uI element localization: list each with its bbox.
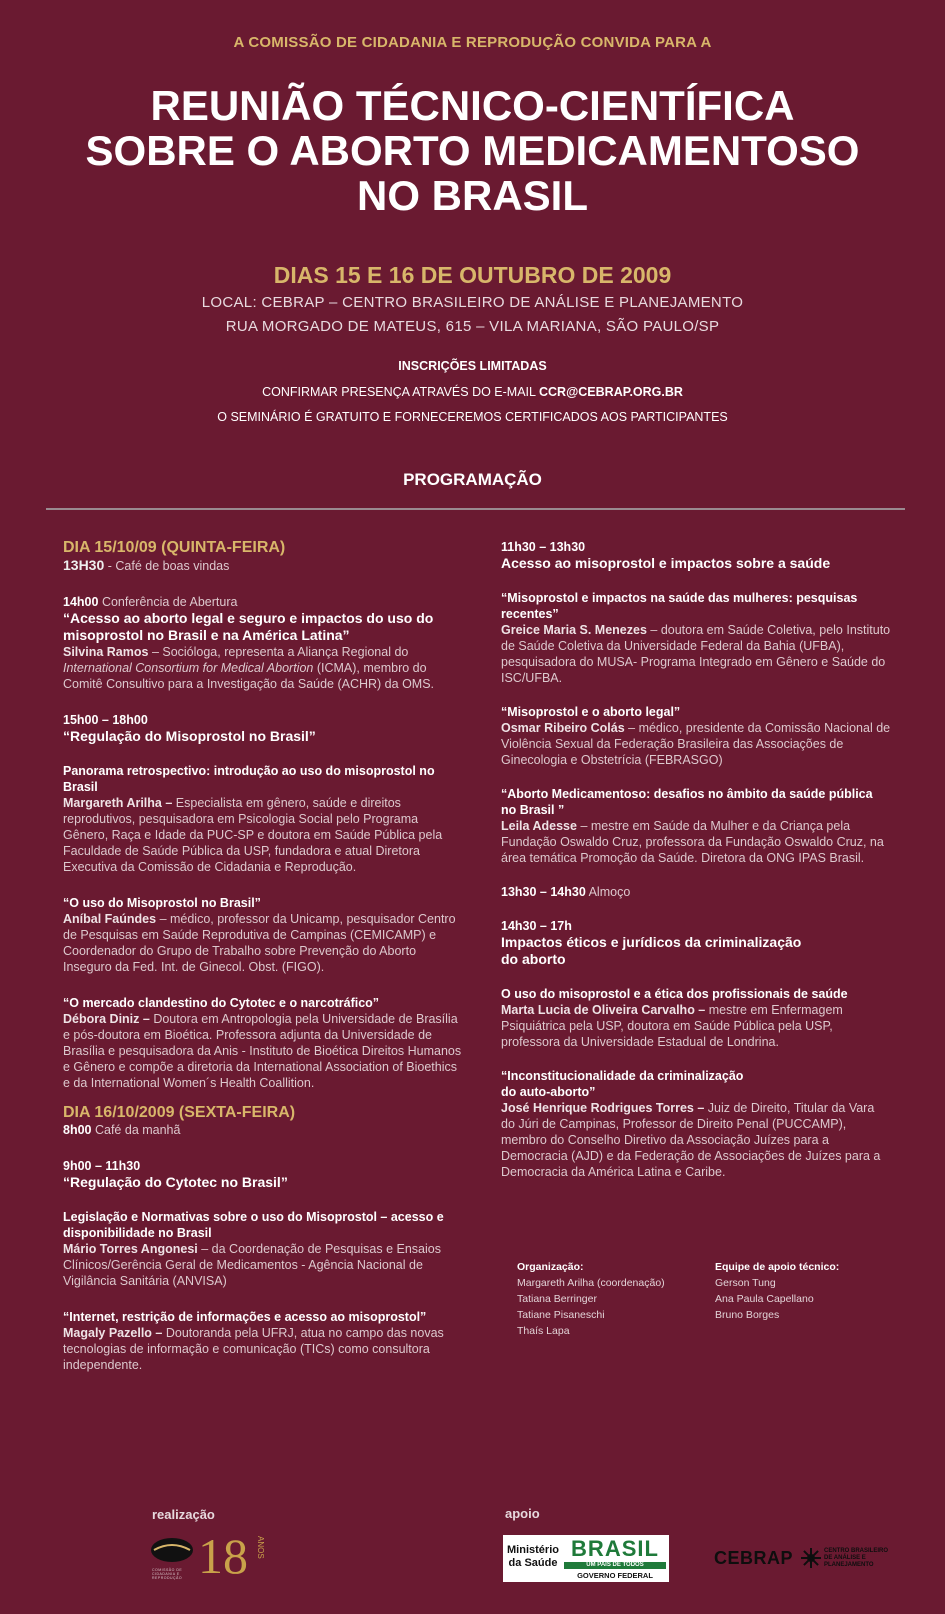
speaker-bio: mestre em Enfermagem Psiquiátrica pela USP, doutora em Saúde Pública pela USP, professora da Universidade Estadual de Londrina. [501,1003,843,1049]
speaker-bio: Doutoranda pela UFRJ, atua no campo das novas tecnologias de informação e comunicação (TICs) como consultora independente. [63,1326,444,1372]
brasil-slogan: UM PAÍS DE TODOS [564,1562,666,1569]
talk-title-line-1: “Inconstitucionalidade da criminalização [501,1069,744,1083]
speaker-bio: – da Coordenação de Pesquisas e Ensaios Clínicos/Gerência Geral de Medicamentos - Agência Nacional de Vigilância Sanitária (ANVISA) [63,1242,441,1288]
program-left-column [63,538,463,1387]
speaker-bio: – Socióloga, representa a Aliança Regional do [151,645,409,659]
org-member: Tatiana Berringer [517,1293,597,1305]
cebrap-logo [714,1546,894,1576]
speaker-name: Magaly Pazello – [63,1326,163,1340]
talk-title: O uso do misoprostol e a ética dos profissionais de saúde [501,987,848,1001]
free-seminar-notice: O SEMINÁRIO É GRATUITO E FORNECEREMOS CERTIFICADOS AOS PARTICIPANTES [217,410,728,424]
cebrap-wordmark: CEBRAP [714,1548,794,1568]
apoio-label: apoio [505,1506,540,1521]
talk-title: “Aborto Medicamentoso: desafios no âmbito da saúde pública no Brasil ” [501,787,873,817]
cebrap-sub-line: CENTRO BRASILEIRO [824,1548,889,1554]
speaker-name: Aníbal Faúndes [63,912,157,926]
session-heading [63,712,463,745]
activity: - Café de boas vindas [107,559,230,573]
talk [63,763,463,875]
event-title [0,83,945,218]
talk-title: Panorama retrospectivo: introdução ao uso do misoprostol no Brasil [63,764,435,794]
org-member: Margareth Arilha (coordenação) [517,1277,665,1289]
ccr-org-line: COMISSÃO DE [152,1568,183,1572]
support-label: Equipe de apoio técnico: [715,1261,840,1273]
talk-title: “Internet, restrição de informações e acesso ao misoprostol” [63,1310,427,1324]
speaker-name: Débora Diniz – [63,1012,150,1026]
talk-title: “Misoprostol e impactos na saúde das mulheres: pesquisas recentes” [501,591,858,621]
ccr-anniversary-number: 18 [198,1528,248,1584]
talk [63,1309,463,1373]
welcome-coffee [63,557,463,574]
technical-support-credits [715,1259,885,1323]
venue-line-2: RUA MORGADO DE MATEUS, 615 – VILA MARIANA, SÃO PAULO/SP [225,318,720,335]
speaker-bio: Juiz de Direito, Titular da Vara do Júri de Campinas, Professor de Direito Penal (PUCCAMP), membro do Conselho Diretivo da Associação Juízes para a Democracia (AJD) e da Federação de Associações de Juízes para a Democracia da América Latina e Caribe. [501,1101,881,1179]
brasil-wordmark: BRASIL [571,1536,659,1561]
venue-line-1: LOCAL: CEBRAP – CENTRO BRASILEIRO DE ANÁLISE E PLANEJAMENTO [201,294,744,311]
talk-title: Legislação e Normativas sobre o uso do Misoprostol – acesso e disponibilidade no Brasil [63,1210,444,1240]
speaker-name: Margareth Arilha – [63,796,173,810]
session-title: Acesso ao misoprostol e impactos sobre a saúde [501,555,831,571]
lunch [501,884,891,900]
speaker-name: Greice Maria S. Menezes [501,623,647,637]
event-dates: DIAS 15 E 16 DE OUTUBRO DE 2009 [273,262,672,288]
session-title-line-2: do aborto [501,951,566,967]
opening-conference [63,594,463,692]
talk [63,895,463,975]
cebrap-star-icon [801,1548,821,1568]
day-1-heading: DIA 15/10/09 (QUINTA-FEIRA) [63,539,286,556]
label: Conferência de Abertura [101,595,238,609]
title-line-1: REUNIÃO TÉCNICO-CIENTÍFICA [150,82,795,129]
speaker-bio: Especialista em gênero, saúde e direitos reprodutivos, pesquisadora em Psicologia Social pelo Programa Gênero, Raça e Idade da PUC-SP e doutora em Saúde Pública pela Faculdade de Saúde Pública da USP, fundadora e atual Diretora Executiva da Comissão de Cidadania e Reprodução. [63,796,443,874]
speaker-name: Osmar Ribeiro Colás [501,721,625,735]
time: 13H30 [63,557,105,573]
speaker-name: Silvina Ramos [63,645,149,659]
activity: Café da manhã [94,1123,181,1137]
time: 14h30 – 17h [501,919,572,933]
divider [46,508,905,510]
support-member: Bruno Borges [715,1309,780,1321]
talk [501,786,891,866]
confirm-attendance [0,385,945,399]
time: 13h30 – 14h30 [501,885,586,899]
time: 15h00 – 18h00 [63,713,148,727]
talk [501,986,891,1050]
speaker-name: Marta Lucia de Oliveira Carvalho – [501,1003,706,1017]
time: 8h00 [63,1123,92,1137]
speaker-bio: – mestre em Saúde da Mulher e da Criança pela Fundação Oswaldo Cruz, professora da Fundação Oswaldo Cruz, na área temática Promoção da Saúde. Diretora da ONG IPAS Brasil. [501,819,884,865]
time: 14h00 [63,595,99,609]
cebrap-sub-line: DE ANÁLISE E [824,1555,866,1561]
org-member: Thaís Lapa [517,1325,570,1337]
talk [63,995,463,1091]
talk-title: “Misoprostol e o aborto legal” [501,705,681,719]
registration-notice: INSCRIÇÕES LIMITADAS [398,359,547,373]
talk [501,704,891,768]
session-title: “Regulação do Misoprostol no Brasil” [63,728,316,744]
ccr-org-line: CIDADANIA E [152,1572,180,1576]
program-right-column [501,539,891,1194]
time: 11h30 – 13h30 [501,540,586,554]
title-line-2: SOBRE O ABORTO MEDICAMENTOSO [85,127,860,174]
speaker-bio: Doutora em Antropologia pela Universidade de Brasília e pós-doutora em Bioética. Professora adjunta da Universidade de Brasília e pesquisadora da Anis - Instituto de Bioética Direitos Humanos e Gênero e compõe a diretoria da International Association of Bioethics e da International Women´s Health Coallition. [63,1012,462,1090]
ccr-emblem-icon [150,1536,196,1566]
session-heading [501,918,891,968]
talk [501,1068,891,1180]
cebrap-subtitle [824,1548,888,1569]
ccr-org-line: REPRODUÇÃO [152,1576,183,1580]
morning-coffee [63,1122,463,1138]
talk-title: “Acesso ao aborto legal e seguro e impactos do uso do misoprostol no Brasil e na América Latina” [63,610,434,643]
talk [501,590,891,686]
ccr-org-name [152,1568,182,1580]
invitation-line: A COMISSÃO DE CIDADANIA E REPRODUÇÃO CONVIDA PARA A [233,34,712,51]
activity: Almoço [588,885,631,899]
session-title: “Regulação do Cytotec no Brasil” [63,1174,288,1190]
speaker-name: José Henrique Rodrigues Torres – [501,1101,705,1115]
governo-federal: GOVERNO FEDERAL [577,1571,653,1580]
session-heading [501,539,891,572]
session-heading [63,1158,463,1191]
speaker-name: Leila Adesse [501,819,577,833]
time: 9h00 – 11h30 [63,1159,141,1173]
speaker-bio-end: (ICMA), membro do Comitê Consultivo para a Investigação da Saúde (ACHR) da OMS. [63,661,435,691]
speaker-bio-italic: International Consortium for Medical Abortion [63,661,314,675]
day-2-heading: DIA 16/10/2009 (SEXTA-FEIRA) [63,1104,296,1121]
org-label: Organização: [517,1261,584,1273]
speaker-bio: – doutora em Saúde Coletiva, pelo Instituto de Saúde Coletiva da Universidade Federal da Bahia (UFBA), pesquisadora do MUSA- Programa Integrado em Gênero e Saúde do ISC/UFBA. [501,623,891,685]
title-line-3: NO BRASIL [357,172,588,219]
talk [63,1209,463,1289]
speaker-name: Mário Torres Angonesi [63,1242,198,1256]
support-member: Gerson Tung [715,1277,776,1289]
speaker-bio: – médico, presidente da Comissão Nacional de Violência Sexual da Federação Brasileira das Associações de Ginecologia e Obstetrícia (FEBRASGO) [501,721,891,767]
ministerio-line: da Saúde [508,1557,558,1569]
confirm-text: CONFIRMAR PRESENÇA ATRAVÉS DO E-MAIL [262,385,536,399]
ccr-anniversary-label: ANOS [256,1536,265,1559]
cebrap-sub-line: PLANEJAMENTO [824,1562,874,1568]
ministerio-name [506,1544,560,1570]
talk-title: “O mercado clandestino do Cytotec e o narcotráfico” [63,996,380,1010]
org-member: Tatiane Pisaneschi [517,1309,605,1321]
talk-title: “O uso do Misoprostol no Brasil” [63,896,261,910]
realizacao-label: realização [152,1507,215,1522]
ministerio-line: Ministério [507,1544,559,1556]
organization-credits [517,1259,707,1339]
program-heading: PROGRAMAÇÃO [403,470,542,489]
ministerio-saude-logo [503,1535,669,1582]
speaker-bio: – médico, professor da Unicamp, pesquisador Centro de Pesquisas em Saúde Reprodutiva de Campinas (CEMICAMP) e Coordenador do Grupo de Trabalho sobre Prevenção do Aborto Inseguro da Fed. Int. de Ginecol. Obst. (FIGO). [63,912,456,974]
talk-title-line-2: do auto-aborto” [501,1085,596,1099]
session-title-line-1: Impactos éticos e jurídicos da criminalização [501,934,802,950]
support-member: Ana Paula Capellano [715,1293,814,1305]
ccr-logo [150,1528,270,1588]
contact-email[interactable]: CCR@CEBRAP.ORG.BR [539,385,683,399]
